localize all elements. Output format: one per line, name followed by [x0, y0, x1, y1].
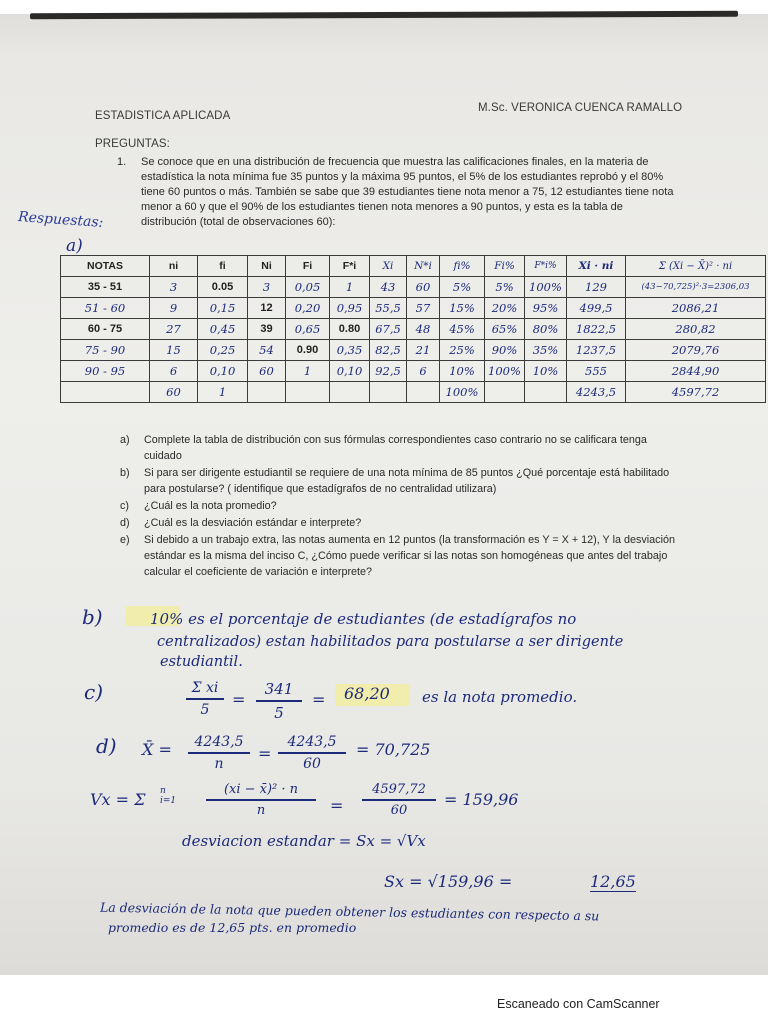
col-header: F*i — [330, 256, 370, 277]
answer-c-label: c) — [84, 680, 104, 704]
col-header: N*i — [407, 256, 440, 277]
table-cell: 0,65 — [286, 319, 330, 340]
variance-fraction — [206, 782, 316, 818]
table-cell: 100% — [525, 277, 567, 298]
table-cell: 1 — [330, 277, 370, 298]
table-cell: 0,10 — [330, 361, 370, 382]
fraction-numerator: (xi − x̄)² · n — [223, 782, 299, 797]
table-cell: 499,5 — [567, 298, 626, 319]
col-header: NOTAS — [61, 256, 150, 277]
table-cell: 60 — [150, 382, 198, 403]
table-cell: 10% — [525, 361, 567, 382]
table-cell: 1237,5 — [567, 340, 626, 361]
table-cell: 51 - 60 — [61, 298, 150, 319]
table-cell: 2844,90 — [626, 361, 766, 382]
fraction-denominator: n — [256, 802, 266, 818]
professor-name: M.Sc. VERONICA CUENCA RAMALLO — [478, 102, 683, 114]
table-row — [61, 340, 766, 361]
table-cell: 60 — [407, 277, 440, 298]
table-cell: 80% — [525, 319, 567, 340]
answer-c-fraction2 — [256, 680, 302, 722]
question-text: Complete la tabla de distribución con sus fórmulas correspondientes caso contrario no se calificara tenga cuidado — [144, 434, 647, 462]
table-cell — [286, 382, 330, 403]
course-title: ESTADISTICA APLICADA — [95, 110, 231, 122]
table-cell — [248, 382, 286, 403]
part-a-label: a) — [66, 236, 83, 256]
table-cell: 20% — [485, 298, 525, 319]
table-cell: 60 - 75 — [61, 319, 150, 340]
table-row — [61, 319, 766, 340]
table-cell: 2079,76 — [626, 340, 766, 361]
table-cell — [525, 382, 567, 403]
table-cell: 100% — [440, 382, 485, 403]
table-cell: 57 — [407, 298, 440, 319]
table-row — [61, 361, 766, 382]
answer-b-label: b) — [82, 605, 103, 629]
table-cell: 1822,5 — [567, 319, 626, 340]
answer-d-xbar: X̄ = — [142, 740, 172, 759]
answer-c-fraction — [186, 680, 224, 718]
equals-sign: = — [312, 690, 326, 709]
table-cell: 1 — [286, 361, 330, 382]
table-cell: 4243,5 — [567, 382, 626, 403]
table-cell: 6 — [150, 361, 198, 382]
fraction-numerator: 341 — [264, 680, 294, 698]
table-cell: 39 — [248, 319, 286, 340]
table-cell: 25% — [440, 340, 485, 361]
question-text: ¿Cuál es la nota promedio? — [144, 500, 277, 512]
table-cell: 15 — [150, 340, 198, 361]
col-header: Σ (Xi − X̄)² · ni — [626, 256, 766, 277]
equals-sign: = — [330, 796, 344, 815]
table-cell: 280,82 — [626, 319, 766, 340]
variance-fraction2 — [362, 782, 436, 818]
table-cell: 555 — [567, 361, 626, 382]
table-cell: 6 — [407, 361, 440, 382]
table-cell: (43−70,725)²·3=2306,03 — [626, 277, 766, 298]
equals-sign: = — [258, 744, 272, 763]
table-cell: 0,05 — [286, 277, 330, 298]
table-cell: 0,25 — [198, 340, 248, 361]
fraction-bar — [188, 752, 250, 754]
table-cell: 4597,72 — [626, 382, 766, 403]
table-cell: 27 — [150, 319, 198, 340]
col-header: ni — [150, 256, 198, 277]
table-cell: 0,95 — [330, 298, 370, 319]
table-cell: 5% — [485, 277, 525, 298]
table-cell: 75 - 90 — [61, 340, 150, 361]
table-cell: 45% — [440, 319, 485, 340]
conclusion-line1: La desviación de la nota que pueden obtener los estudiantes con respecto a su — [99, 899, 600, 924]
question-item — [120, 498, 680, 514]
problem-number: 1. — [117, 156, 127, 168]
equals-sign: = — [232, 690, 246, 709]
col-header: Fi — [286, 256, 330, 277]
question-text: Si para ser dirigente estudiantil se requiere de una nota mínima de 85 puntos ¿Qué porcentaje está habilitado para postularse? ( identifique que estadígrafos de no centralidad utilizara) — [144, 467, 670, 495]
table-cell: 48 — [407, 319, 440, 340]
col-header: Xi · ni — [567, 256, 626, 277]
frequency-table — [60, 255, 766, 403]
table-cell: 0,35 — [330, 340, 370, 361]
table-cell — [485, 382, 525, 403]
col-header: fi% — [440, 256, 485, 277]
conclusion-line2: promedio es de 12,65 pts. en promedio — [108, 920, 357, 935]
table-cell: 92,5 — [370, 361, 407, 382]
fraction-bar — [186, 698, 224, 700]
table-cell: 1 — [198, 382, 248, 403]
table-cell: 0.05 — [198, 277, 248, 298]
question-item — [120, 515, 680, 531]
scanner-watermark: Escaneado con CamScanner — [497, 997, 660, 1011]
answer-b-line3: estudiantil. — [160, 654, 243, 670]
table-cell: 3 — [248, 277, 286, 298]
table-cell: 43 — [370, 277, 407, 298]
table-cell: 5% — [440, 277, 485, 298]
table-header-row — [61, 256, 766, 277]
answer-b-line1: 10% es el porcentaje de estudiantes (de estadígrafos no — [150, 610, 577, 628]
col-header: fi — [198, 256, 248, 277]
table-cell: 0.80 — [330, 319, 370, 340]
fraction-numerator: 4597,72 — [372, 782, 426, 797]
table-cell: 90 - 95 — [61, 361, 150, 382]
table-cell: 3 — [150, 277, 198, 298]
sum-limits: n i=1 — [160, 786, 177, 806]
fraction-denominator: 5 — [274, 703, 284, 722]
question-text: Si debido a un trabajo extra, las notas aumenta en 12 puntos (la transformación es Y = X + 12), Y la desviación estándar es la misma del inciso C, ¿Cómo puede verificar si las notas son homogéneas que antes del trabajo calcular el coeficiente de variación e interprete? — [144, 534, 675, 578]
table-cell — [61, 382, 150, 403]
table-cell: 129 — [567, 277, 626, 298]
table-cell: 12 — [248, 298, 286, 319]
table-cell: 55,5 — [370, 298, 407, 319]
question-item — [120, 465, 680, 497]
table-cell: 90% — [485, 340, 525, 361]
table-row — [61, 277, 766, 298]
col-header: Ni — [248, 256, 286, 277]
table-cell: 35 - 51 — [61, 277, 150, 298]
question-letter: d) — [120, 517, 130, 529]
table-cell — [407, 382, 440, 403]
table-cell: 82,5 — [370, 340, 407, 361]
variance-lhs: Vx = Σ — [90, 790, 146, 809]
table-cell: 2086,21 — [626, 298, 766, 319]
fraction-denominator: 60 — [303, 755, 321, 772]
problem-statement: Se conoce que en una distribución de frecuencia que muestra las calificaciones finales, en la materia de estadística la nota mínima fue 35 puntos y la máxima 95 puntos, el 5% de los estudiantes reprobó y el 80% tiene 60 puntos o más. También se sabe que 39 estudiantes tiene nota menor a 75, 12 estudiantes tiene nota menor a 60 y que el 90% de los estudiantes tienen nota menores a 90 puntos, y esta es la tabla de distribución (total de observaciones 60): — [141, 156, 674, 228]
table-cell: 0.90 — [286, 340, 330, 361]
question-letter: a) — [120, 434, 130, 446]
table-cell: 9 — [150, 298, 198, 319]
table-totals-row — [61, 382, 766, 403]
respuestas-label: Respuestas: — [17, 209, 104, 231]
fraction-denominator: 60 — [390, 802, 408, 818]
question-list — [120, 432, 680, 581]
table-cell — [370, 382, 407, 403]
section-title: PREGUNTAS: — [95, 138, 170, 150]
table-cell: 15% — [440, 298, 485, 319]
table-cell: 60 — [248, 361, 286, 382]
question-text: ¿Cuál es la desviación estándar e interprete? — [144, 517, 362, 529]
table-cell: 10% — [440, 361, 485, 382]
table-cell: 21 — [407, 340, 440, 361]
question-letter: c) — [120, 500, 129, 512]
answer-d-result: = 70,725 — [356, 740, 431, 759]
std-dev-result: 12,65 — [590, 872, 636, 891]
table-cell: 95% — [525, 298, 567, 319]
question-item — [120, 432, 680, 464]
col-header: F*i% — [525, 256, 567, 277]
fraction-bar — [256, 700, 302, 702]
variance-result: = 159,96 — [444, 790, 519, 809]
page-top-shadow — [30, 11, 738, 19]
fraction-bar — [362, 799, 436, 801]
question-item — [120, 532, 680, 580]
table-cell — [330, 382, 370, 403]
table-cell: 0,10 — [198, 361, 248, 382]
table-cell: 100% — [485, 361, 525, 382]
table-cell: 54 — [248, 340, 286, 361]
fraction-numerator: Σ xi — [191, 680, 219, 696]
fraction-numerator: 4243,5 — [194, 734, 244, 750]
table-cell: 0,15 — [198, 298, 248, 319]
fraction-denominator: 5 — [200, 701, 210, 718]
table-cell: 35% — [525, 340, 567, 361]
table-cell: 67,5 — [370, 319, 407, 340]
col-header: Fi% — [485, 256, 525, 277]
question-letter: e) — [120, 534, 130, 546]
table-cell: 0,20 — [286, 298, 330, 319]
table-row — [61, 298, 766, 319]
col-header: Xi — [370, 256, 407, 277]
fraction-bar — [278, 752, 346, 754]
table-cell: 65% — [485, 319, 525, 340]
answer-c-result: 68,20 — [344, 684, 390, 703]
answer-d-fraction2 — [278, 734, 346, 772]
answer-b-line2: centralizados) estan habilitados para postularse a ser dirigente — [157, 634, 624, 650]
table-cell: 0,45 — [198, 319, 248, 340]
std-dev-formula: desviacion estandar = Sx = √Vx — [182, 832, 426, 850]
fraction-numerator: 4243,5 — [287, 734, 337, 750]
answer-d-label: d) — [96, 734, 117, 758]
std-dev-value-line: Sx = √159,96 = — [384, 872, 513, 891]
fraction-bar — [206, 799, 316, 801]
answer-c-text: es la nota promedio. — [422, 688, 578, 706]
question-letter: b) — [120, 467, 130, 479]
fraction-denominator: n — [214, 755, 224, 772]
answer-d-fraction — [188, 734, 250, 772]
